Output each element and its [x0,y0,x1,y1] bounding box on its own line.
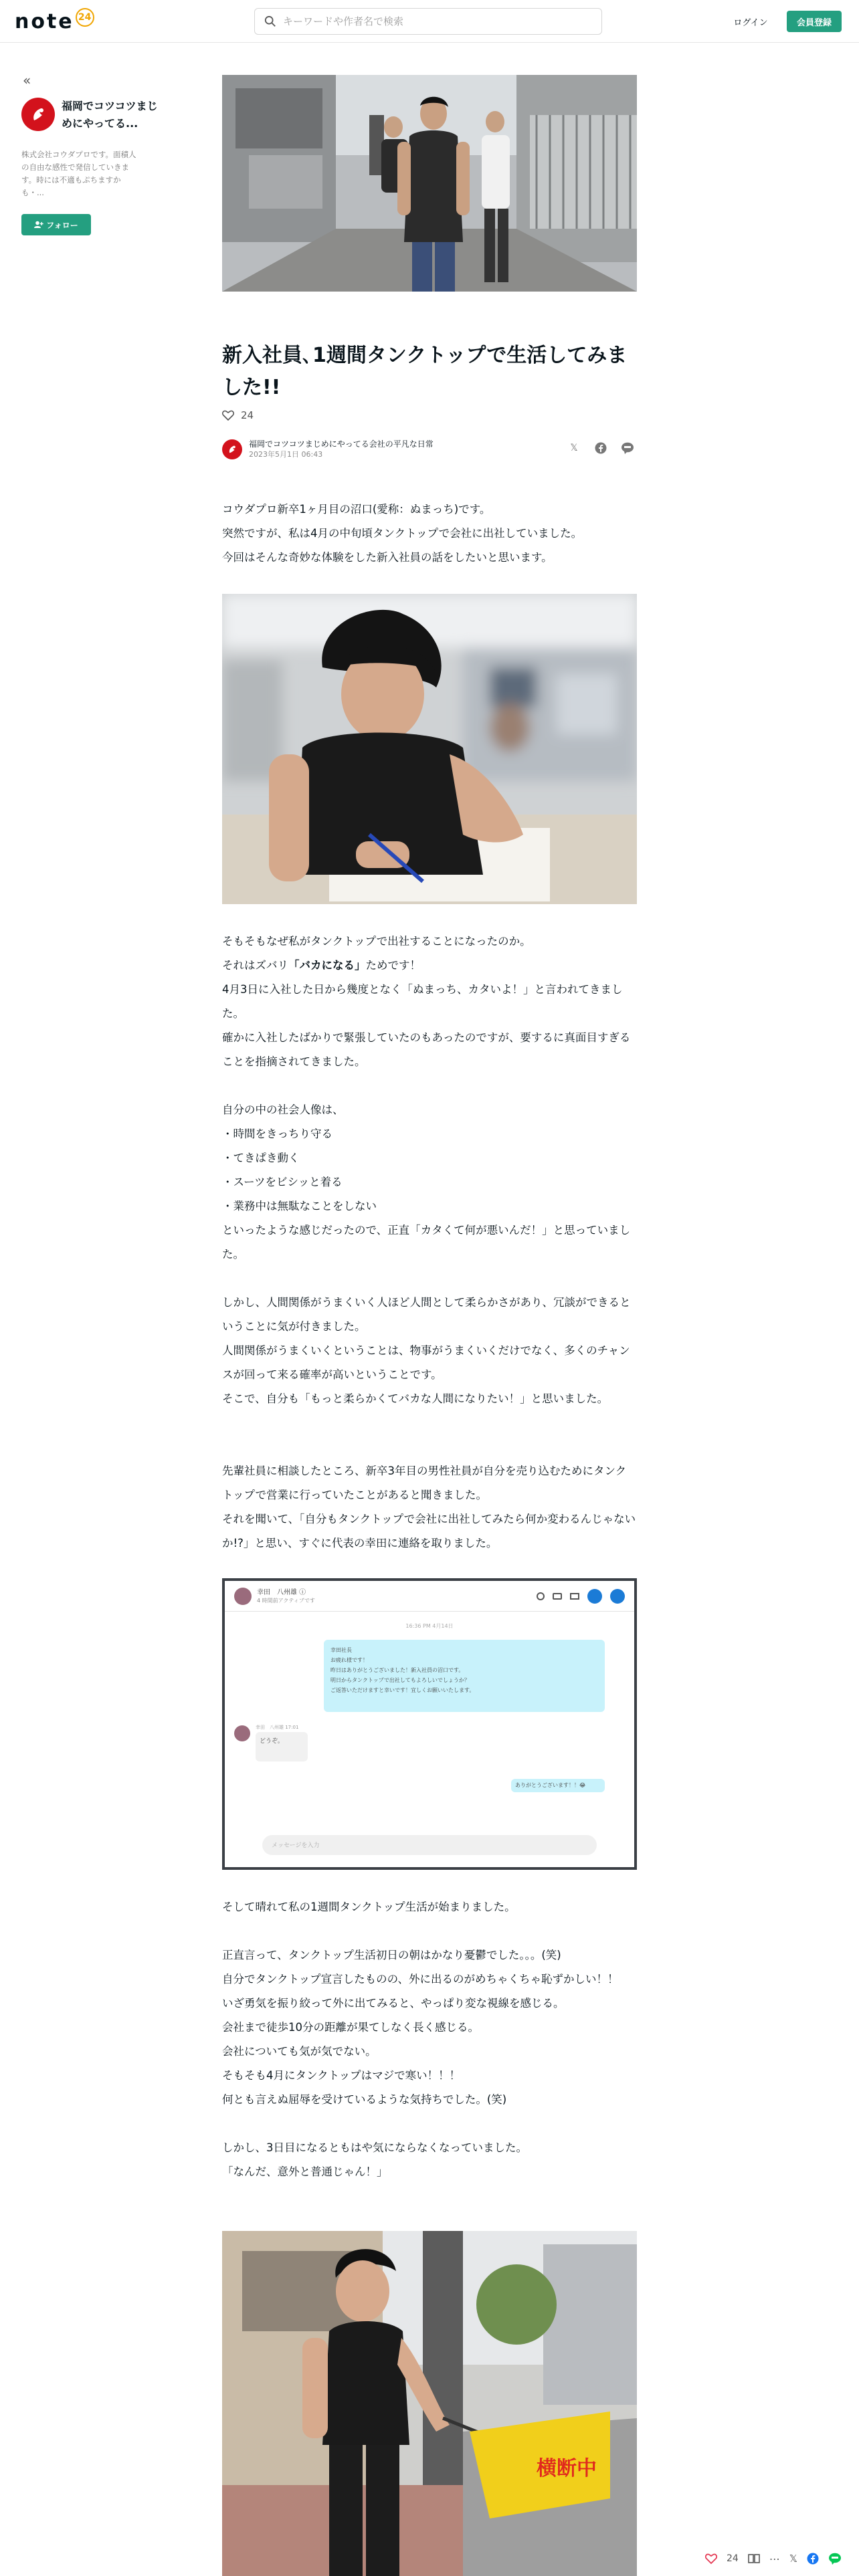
share-icons [567,441,634,455]
paragraph: 会社まで徒歩10分の距離が果てしなく長く感じる。 [222,2021,479,2034]
paragraph: そもそも4月にタンクトップはマジで寒い！！！ [222,2069,461,2082]
chat-bubble-right: 幸田社長 お疲れ様です！ 昨日はありがとうございました！新入社員の沼口です。 明日からタンクトップで出社してもよろしいでしょうか？ ご返答いただけますと幸いです！宜しくお願いいたします。 [324,1640,605,1712]
video-call-icon [587,1589,602,1604]
chat-status: 4 時間前アクティブです [257,1598,315,1604]
anniversary-badge: 24 [76,8,94,27]
article-title: 新入社員､1週間タンクトップで生活してみました!! [222,344,628,399]
paragraph: 今回はそんな奇妙な体験をした新入社員の話をしたいと思います。 [222,551,553,564]
chat-name: 幸田 八州雄 ⓘ [257,1589,306,1596]
publish-date: 2023年5月1日 06:43 [249,450,323,459]
author-avatar[interactable] [222,439,242,459]
article-hero [222,75,637,292]
crossing-sign-text: 横断中 [537,2457,597,2480]
chat-bubble-left: どうぞ。 [256,1732,308,1761]
paragraph: そもそもなぜ私がタンクトップで出社することになったのか。 [222,935,531,948]
search-input[interactable] [283,15,591,27]
creator-avatar[interactable] [21,98,55,131]
paragraph: そして晴れて私の1週間タンクトップ生活が始まりました。 [222,1901,516,1913]
paragraph: 突然ですが、私は4月の中旬頃タンクトップで会社に出社していました。 [222,527,583,540]
likes-row [222,409,254,421]
chat-screenshot [222,1578,637,1870]
search-icon [264,15,276,27]
paragraph: 人間関係がうまくいくということは、物事がうまくいくだけでなく、多くのチャンスが回って来る確率が高いということです。 [222,1344,630,1381]
logo-text[interactable]: note [15,9,74,33]
x-share-icon[interactable]: 𝕏 [789,2553,797,2565]
paragraph: 「なんだ、意外と普通じゃん！」 [222,2165,388,2178]
paragraph: それを聞いて、「自分もタンクトップで会社に出社してみたら何か変わるんじゃないか!?」と思い、すぐに代表の幸田に連絡を取りました。 [222,1513,636,1549]
chat-input[interactable]: メッセージを入力 [262,1835,597,1855]
paragraph: 確かに入社したばかりで緊張していたのもあったのですが、要するに真面目すぎることを指摘されてきました。 [222,1031,631,1068]
list-item: ・てきぱき動く [222,1152,300,1164]
list-item: ・業務中は無駄なことをしない [222,1200,377,1212]
collapse-sidebar-icon[interactable]: « [23,72,31,88]
facebook-share-icon[interactable] [807,2553,819,2565]
section-day-three [222,2136,637,2184]
creator-card[interactable] [21,98,162,132]
memo-icon [570,1593,579,1600]
sender-avatar [234,1725,250,1741]
paragraph: 自分でタンクトップ宣言したものの、外に出るのがめちゃくちゃ恥ずかしい！！ [222,1973,619,1985]
author-logo-icon [226,443,238,455]
line-share-icon[interactable] [828,2553,842,2565]
heart-icon[interactable] [705,2553,717,2564]
section-consult [222,1459,637,1555]
float-like-count: 24 [727,2553,739,2564]
chat-avatar [234,1588,252,1605]
like-count: 24 [241,409,254,421]
chat-header [225,1581,634,1612]
phone-call-icon [610,1589,625,1604]
more-icon[interactable]: ⋯ [769,2552,780,2565]
follow-label: フォロー [46,220,78,230]
section-day-one [222,1943,637,2112]
line-share-icon[interactable] [621,441,634,455]
chat-bubble-reply: ありがとうございます！！😂 [511,1779,605,1792]
paragraph: 正直言って、タンクトップ生活初日の朝はかなり憂鬱でした。。。(笑) [222,1949,561,1961]
bold-phrase: 「バカになる」 [288,959,366,972]
photo-desk [222,594,637,904]
facebook-share-icon[interactable] [594,441,607,455]
paragraph: いざ勇気を振り絞って外に出てみると、やっぱり変な視線を感じる。 [222,1997,565,2010]
creator-logo-icon [28,104,48,124]
creator-name[interactable]: 福岡でコツコツまじめにやってる... [62,100,158,130]
hero-image [222,75,637,292]
sender-name: 幸田 八州雄 17:01 [256,1725,299,1730]
login-button[interactable]: ログイン [733,17,768,28]
paragraph: そこで、自分も「もっと柔らかくてバカな人間になりたい！」と思いました。 [222,1392,609,1405]
paragraph: しかし、3日目になるともはや気にならなくなっていました。 [222,2141,527,2154]
chat-date-divider: 16:36 PM 4月14日 [405,1623,454,1629]
magazine-icon[interactable] [748,2553,760,2564]
intro-text [222,498,637,570]
media-icon [553,1593,562,1600]
paragraph: 先輩社員に相談したところ、新卒3年目の男性社員が自分を売り込むためにタンクトップで営業に行っていたことがあると聞きました。 [222,1465,627,1501]
paragraph: といったような感じだったので、正直「カタくて何が悪いんだ！」と思っていました。 [222,1224,631,1261]
list-item: ・スーツをビシッと着る [222,1176,343,1188]
paragraph: 会社についても気が気でない。 [222,2045,377,2058]
floating-action-bar [705,2549,842,2568]
paragraph: 4月3日に入社した日から幾度となく「ぬまっち、カタいよ！」と言われてきました。 [222,983,623,1020]
section-image [222,1098,637,1267]
heart-icon[interactable] [222,410,234,421]
list-item: ・時間をきっちり守る [222,1128,332,1140]
author-name[interactable]: 福岡でコツコツまじめにやってる会社の平凡な日常 [249,439,434,449]
paragraph: コウダプロ新卒1ヶ月目の沼口(愛称：ぬまっち)です。 [222,503,491,516]
add-user-icon [34,221,43,229]
section-realization [222,1291,637,1411]
x-share-icon[interactable]: 𝕏 [570,443,578,453]
section-start [222,1895,637,1919]
site-header [0,0,859,43]
author-row [222,437,637,461]
paragraph: それはズバリ「バカになる」ためです！ [222,959,421,972]
search-box[interactable] [254,8,602,35]
photo-street [222,2231,637,2576]
section-why [222,930,637,1074]
signup-button[interactable]: 会員登録 [787,11,842,32]
paragraph: しかし、人間関係がうまくいく人ほど人間として柔らかさがあり、冗談ができるということに気が付きました。 [222,1296,631,1333]
paragraph: 自分の中の社会人像は、 [222,1103,344,1116]
follow-button[interactable] [21,214,91,235]
note-logo[interactable] [15,9,94,33]
creator-description: 株式会社コウダプロです。面積人の自由な感性で発信していきます。時には不適もぷちますかも・... [21,150,136,197]
paragraph: 何とも言えぬ屈辱を受けているような気持ちでした。(笑) [222,2093,507,2106]
search-icon [537,1592,545,1600]
